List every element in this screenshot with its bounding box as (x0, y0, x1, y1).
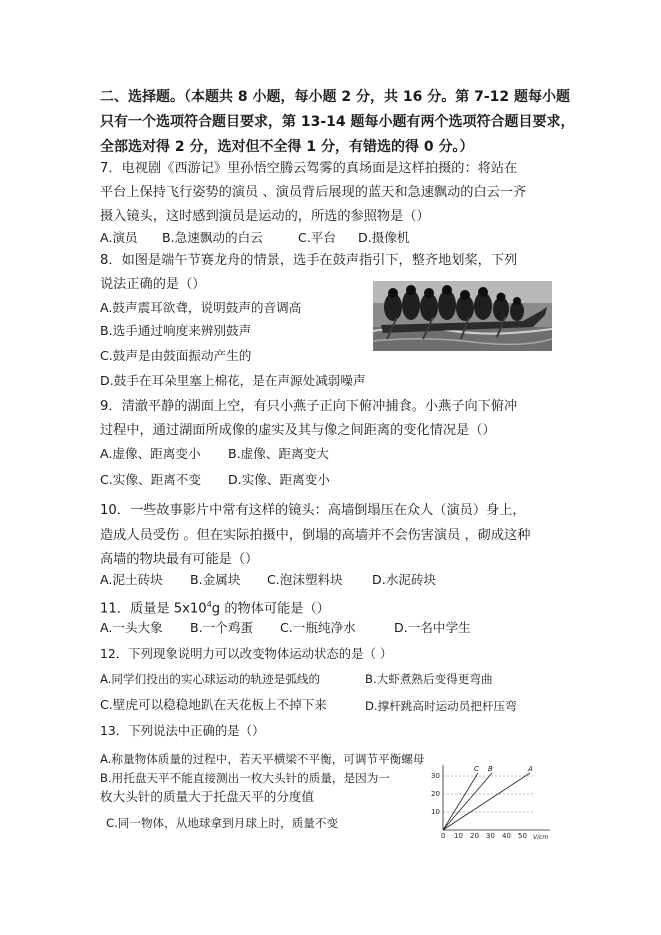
q7-stem-line-3: 摄入镜头，这时感到演员是运动的，所选的参照物是（） (100, 209, 430, 224)
q9-option-d: D.实像、距离变小 (228, 472, 330, 487)
q8-option-d: D.鼓手在耳朵里塞上棉花，是在声源处减弱噪声 (100, 373, 366, 388)
q7-option-d: D.摄像机 (358, 230, 410, 245)
q13-stem: 13．下列说法中正确的是（） (100, 723, 265, 738)
q10-stem-line-2: 造成人员受伤 。但在实际拍摄中，倒塌的高墙并不会伤害演员 ，砌成这种 (100, 528, 531, 543)
graph-line-label-b: B (488, 765, 493, 773)
q11-option-c: C.一瓶纯净水 (280, 620, 356, 635)
q11-stem-prefix: 11．质量是 5x10 (100, 601, 207, 617)
section-title-line-1: 二、选择题。（本题共 8 小题，每小题 2 分，共 16 分。第 7-12 题每小题 (100, 89, 570, 105)
q13-option-b-line-2: 枚大头针的质量大于托盘天平的分度值 (100, 789, 315, 804)
q10-option-a: A.泥土砖块 (100, 572, 163, 587)
q7-option-c: C.平台 (298, 230, 336, 245)
q12-option-a: A.同学们投出的实心球运动的轨迹是弧线的 (100, 672, 321, 686)
graph-x-tick: 10 (454, 832, 463, 840)
q13-option-b-line-1: B.用托盘天平不能直接测出一枚大头针的质量，是因为一 (100, 771, 390, 785)
graph-x-tick: 30 (486, 832, 495, 840)
q9-stem-line-1: 9．清澈平静的湖面上空，有只小燕子正向下俯冲捕食。小燕子向下俯冲 (100, 399, 518, 414)
q11-stem (100, 596, 330, 618)
graph-y-tick: 20 (431, 790, 440, 798)
graph-line-label-c: C (474, 765, 479, 773)
q8-option-b: B.选手通过响度来辨别鼓声 (100, 323, 252, 338)
q8-stem-line-1: 8．如图是端午节赛龙舟的情景，选手在鼓声指引下，整齐地划桨，下列 (100, 253, 518, 268)
q9-option-c: C.实像、距离不变 (100, 472, 201, 487)
q9-option-b: B.虚像、距离变大 (228, 446, 329, 461)
q9-option-a: A.虚像、距离变小 (100, 446, 201, 461)
q9-stem-line-2: 过程中，通过湖面所成像的虚实及其与像之间距离的变化情况是（） (100, 423, 496, 438)
q11-stem-suffix: g 的物体可能是（） (211, 601, 330, 617)
graph-x-tick: 50 (518, 832, 527, 840)
dragon-boat-photo (373, 281, 552, 351)
q10-option-b: B.金属块 (190, 572, 241, 587)
graph-x-tick: 40 (502, 832, 511, 840)
graph-x-tick: 0 (441, 832, 446, 840)
q12-stem: 12．下列现象说明力可以改变物体运动状态的是（ ） (100, 646, 393, 661)
q11-option-a: A.一头大象 (100, 620, 163, 635)
section-title-line-2: 只有一个选项符合题目要求，第 13-14 题每小题有两个选项符合题目要求， (100, 114, 575, 130)
graph-y-tick: 30 (431, 772, 440, 780)
q7-stem-line-1: 7．电视剧《西游记》里孙悟空腾云驾雾的真场面是这样拍摄的：将站在 (100, 161, 518, 176)
q10-option-d: D.水泥砖块 (372, 572, 437, 587)
q7-option-a: A.演员 (100, 230, 138, 245)
section-title-line-3: 全部选对得 2 分，选对但不全得 1 分，有错选的得 0 分。） (100, 139, 474, 155)
q10-stem-line-3: 高墙的物块最有可能是（） (100, 552, 259, 567)
q12-option-d: D.撑杆跳高时运动员把杆压弯 (365, 699, 517, 713)
graph-line-label-a: A (528, 765, 533, 773)
q11-option-d: D.一名中学生 (394, 620, 471, 635)
q8-option-a: A.鼓声震耳欲聋，说明鼓声的音调高 (100, 300, 302, 315)
q10-option-c: C.泡沫塑料块 (267, 572, 343, 587)
q12-option-b: B.大虾煮熟后变得更弯曲 (365, 672, 493, 686)
q10-stem-line-1: 10．一些故事影片中常有这样的镜头：高墙倒塌压在众人（演员）身上， (100, 503, 526, 518)
mass-volume-graph (430, 762, 555, 840)
q7-stem-line-2: 平台上保持飞行姿势的演员 、演员背后展现的蓝天和急速飘动的白云一齐 (100, 185, 527, 200)
q8-option-c: C.鼓声是由鼓面振动产生的 (100, 348, 252, 363)
graph-x-label: V/cm (533, 834, 549, 840)
graph-line-b (443, 773, 492, 830)
q7-option-b: B.急速飘动的白云 (162, 230, 263, 245)
graph-line-a (443, 773, 530, 830)
q13-option-c: C.同一物体，从地球拿到月球上时，质量不变 (106, 816, 339, 830)
graph-x-tick: 20 (470, 832, 479, 840)
q11-option-b: B.一个鸡蛋 (190, 620, 254, 635)
q13-option-a: A.称量物体质量的过程中，若天平横梁不平衡，可调节平衡螺母 (100, 752, 425, 766)
graph-line-c (443, 773, 478, 830)
q8-stem-line-2: 说法正确的是（） (100, 277, 206, 292)
q11-stem-exponent: 4 (206, 600, 212, 609)
q12-option-c: C.壁虎可以稳稳地趴在天花板上不掉下来 (100, 697, 327, 712)
graph-y-tick: 10 (431, 808, 440, 816)
